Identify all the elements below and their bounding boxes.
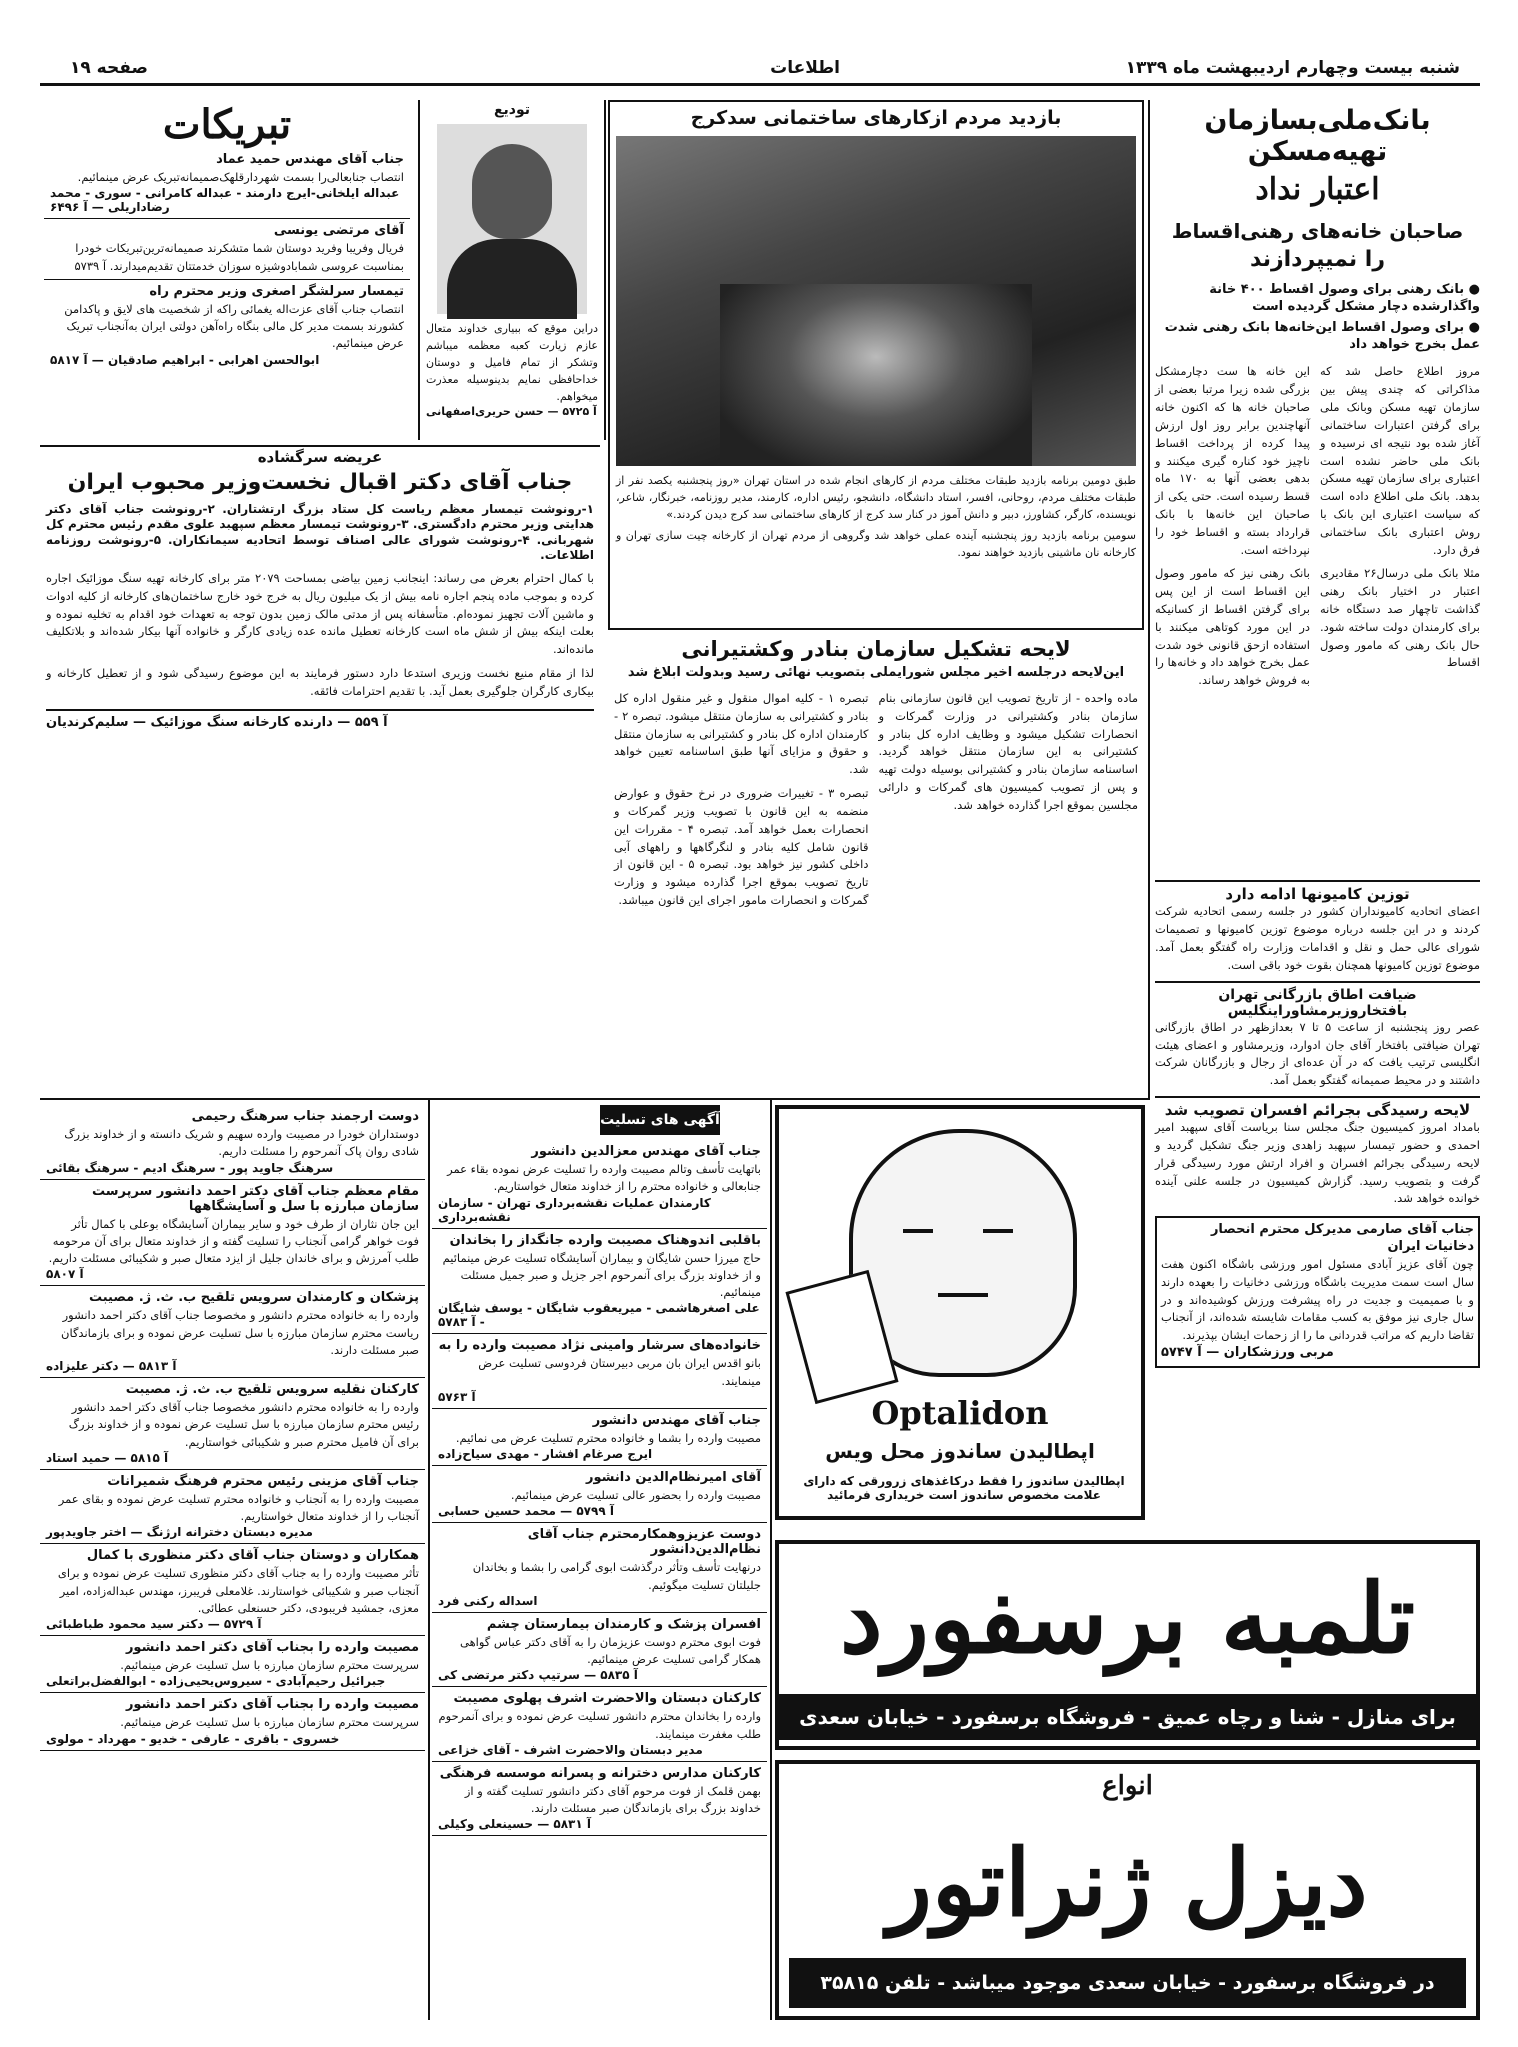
left-notices	[40, 1105, 425, 2020]
brief-body: اعضای اتحادیه کامیونداران کشور در جلسه رسمی اتحادیه شرکت کردند و در این جلسه درباره موضوع توزین کامیونها و تصمیمات شورای عالی حمل و نقل و اقدامات وزارت راه گفتگو بعمل آمد. موضوع توزین کامیونها همچنان بقوت خود باقی است.	[1155, 904, 1480, 972]
notice-title: جناب آقای مهندس معزالدین دانشور	[531, 1144, 761, 1159]
column-rule	[428, 1100, 430, 2020]
column-rule	[770, 1100, 772, 2020]
notice-title: کارکنان نقلیه سرویس تلقیح ب. ث. ژ. مصیبت	[125, 1382, 419, 1397]
bank-bullet-1: ● بانک رهنی برای وصول اقساط ۴۰۰ خانة واگذارشده دچار مشکل گردیده است	[1209, 281, 1480, 314]
condolence-notice	[432, 1523, 767, 1613]
condolence-notice	[40, 1180, 425, 1287]
optalidon-brand: Optalidon	[871, 1394, 1049, 1432]
notice-title: پزشکان و کارمندان سرویس تلقیح ب. ث. ژ. مصیبت	[88, 1290, 419, 1306]
karaj-caption-2: سومین برنامه بازدید روز پنجشنبه آینده عملی خواهد شد وگروهی از مردم تهران از کارخانه چیت سازی تهران و کارخانه نان ماشینی بازدید خواهند نمود.	[616, 528, 1136, 560]
petition-signature: آ ۵۵۹ — دارنده کارخانه سنگ موزائیک — سلیم‌کرندیان	[46, 709, 594, 732]
bank-bullet-1-text: بانک رهنی برای وصول اقساط ۴۰۰ خانة واگذارشده دچار مشکل گردیده است	[1209, 281, 1480, 314]
right-column-briefs	[1155, 880, 1480, 1520]
notice-signature: جبرائیل رحیم‌آبادی - سیروس‌یحیی‌زاده - ابوالفضل‌براتعلی	[46, 1674, 386, 1689]
ports-paragraph: تبصره ۳ - تغییرات ضروری در نرخ حقوق و عوارض منضمه به این قانون با تصویب وزیر گمرکات و انحصارات بعمل خواهد آمد. تبصره ۴ - مقررات این قانون شامل کلیه بنادر و لنگرگاهها و راههای آبی داخلی کشور نیز خواهد بود. تبصره ۵ - این قانون از تاریخ تصویب بموقع اجرا گذارده میشود و وزارت گمرکات و انحصارات مامور اجرای این قانون میباشد.	[614, 786, 869, 907]
karaj-dam-feature	[608, 100, 1144, 630]
bank-paragraph: بانک رهنی نیز که مامور وصول این اقساط است از این پس برای گرفتن اقساط از کسانیکه در این مورد کوتاهی میکنند با استفاده ازحق قانونی خود شدت عمل بخرج خواهد داد و خانه‌ها را به فروش خواهد رساند.	[1155, 566, 1310, 688]
column-rule	[418, 100, 420, 440]
notice-signature: خسروی - باقری - عارفی - خدیو - مهرداد - مولوی	[46, 1731, 340, 1746]
notice-body: انتصاب جناب آقای عزت‌اله یغمائی راکه از شخصیت های لایق و پاکدامن کشورند بسمت مدیر کل مالی بنگاه راه‌آهن دولتی ایران به‌آنجناب تبریک عرض مینمائیم.	[64, 301, 404, 351]
generator-ad-title: دیزل ژنراتور	[887, 1829, 1368, 1937]
notice-title: همکاران و دوستان جناب آقای دکتر منظوری با کمال	[86, 1548, 419, 1564]
notice-signature: آ ۵۷۹۹ — محمد حسین حسابی	[438, 1504, 614, 1519]
notice-title: دوست ارجمند جناب سرهنگ رحیمی	[191, 1109, 419, 1124]
notice-signature: ایرج صرغام افشار - مهدی سیاح‌زاده	[438, 1447, 653, 1461]
brief-tobacco	[1155, 1216, 1480, 1368]
condolence-notice	[432, 1687, 767, 1762]
notice-title: خانواده‌های سرشار وامینی نژاد مصیبت وارده را به	[438, 1338, 761, 1354]
petition-label: عریضه سرگشاده	[257, 448, 383, 466]
brief-signature: مربی ورزشکاران — آ ۵۷۴۷	[1161, 1345, 1334, 1361]
notice-title: باقلبی اندوهناک مصیبت وارده جانگداز را بخاندان	[449, 1232, 761, 1248]
pump-ad-strip: برای منازل - شنا و رچاه عمیق - فروشگاه برسفورد - خیابان سعدی	[779, 1694, 1476, 1740]
masthead-page-number: صفحه ۱۹	[70, 58, 148, 78]
bank-headline-2: اعتبار نداد	[1255, 172, 1380, 208]
notice-body: مصیبت وارده را به آنجناب و خانواده محترم تسلیت عرض نموده و بقای عمر آنجناب را از خداوند متعال خواستاریم.	[58, 1491, 419, 1523]
brief-title: توزین کامیونها ادامه دارد	[1225, 885, 1410, 903]
petition-body: با کمال احترام بعرض می رساند: اینجانب زمین بیاضی بمساحت ۲۰۷۹ متر برای کارخانه تهیه سنگ موزائیک اجاره کرده و بموجب ماده پنجم اجاره نامه بیش از یک میلیون ریال به خرج خود خارج ساختمان‌های کارخانه از کلیه ادوات و ماشین آلات تجهیز نموده‌ام. متأسفانه پس از مدتی مالک زمین بدون توجه به تعهدات خود اقدام به تخلیه نموده و بعلت اینکه بیش از شش ماه است کارخانه تعطیل مانده عده زیادی کارگر و خانواده آنها بیکار شده‌اند و بلاتکلیف مانده‌اند.	[46, 570, 594, 657]
notice-signature: علی اصغرهاشمی - میریعقوب شایگان - یوسف شایگان - آ ۵۷۸۳	[438, 1301, 760, 1330]
bank-body-columns	[1155, 363, 1480, 690]
notice-body: فوت ابوی محترم دوست عزیزمان را به آقای دکتر عباس گواهی همکار گرامی تسلیت عرض مینمائیم.	[460, 1634, 761, 1666]
farewell-signature: آ ۵۷۲۵ — حسن حریری‌اصفهانی	[426, 405, 597, 419]
condolence-notice	[40, 1105, 425, 1180]
notice-signature: مدیره دبستان دخترانه ارژنگ — اختر جاویدپور	[46, 1525, 313, 1540]
brief-body: عصر روز پنجشنبه از ساعت ۵ تا ۷ بعدازظهر در اطاق بازرگانی تهران ضیافتی بافتخار آقای جان ادوارد، وزیرمشاور و اعضای هیئت انگلیسی ترتیب یافت که در آن عده‌ای از رجال و بازرگانان شرکت داشتند و در محیط صمیمانه گفتگو بعمل آمد.	[1155, 1019, 1481, 1088]
brief-title: ضیافت اطاق بازرگانی تهران بافتخاروزیرمشاوراینگلیس	[1218, 986, 1417, 1019]
pump-ad-title: تلمبه برسفورد	[839, 1562, 1416, 1675]
generator-ad-strip: در فروشگاه برسفورد - خیابان سعدی موجود میباشد - تلفن ۳۵۸۱۵	[789, 1958, 1466, 2008]
notice-signature: آ ۵۸۱۵ — حمید استاد	[46, 1450, 169, 1465]
condolence-notice	[432, 1334, 767, 1409]
ports-body-left	[614, 690, 869, 910]
congrats-headline: تبریکات	[162, 101, 292, 148]
notice-title: جناب آقای مهندس حمید عماد	[216, 152, 404, 167]
condolence-header: آگهی های تسلیت	[600, 1105, 720, 1135]
notice-title: دوست عزیزوهمکارمحترم جناب آقای نظام‌الدین‌دانشور	[527, 1527, 761, 1558]
notice-signature: آ ۵۷۲۹ — دکتر سید محمود طباطبائی	[46, 1617, 262, 1631]
notice-signature: آ ۵۸۰۷	[46, 1267, 84, 1282]
brief-title: لایحه رسیدگی بجرائم افسران تصویب شد	[1164, 1100, 1471, 1119]
notice-body: وارده را به خانواده محترم دانشور و مخصوصا جناب آقای دکتر احمد دانشور ریاست محترم سازمان مبارزه با سل تسلیت عرض نموده و برای بازماندگان صبر مسئلت دارند.	[61, 1308, 419, 1357]
notice-body: مصیبت وارده را بحضور عالی تسلیت عرض مینمائیم.	[510, 1488, 761, 1502]
notice-title: افسران پزشک و کارمندان بیمارستان چشم	[486, 1616, 761, 1632]
masthead	[40, 52, 1480, 86]
notice-signature: ابوالحسن اهرابی - ابراهیم صادقیان — آ ۵۸۱۷	[50, 352, 320, 367]
condolence-notice	[432, 1409, 767, 1466]
notice-title: آقای امیرنظام‌الدین دانشور	[586, 1470, 761, 1485]
notice-title: مقام معظم جناب آقای دکتر احمد دانشور سرپرست سازمان مبارزه با سل و آسایشگاهها	[91, 1183, 419, 1214]
notice-signature: مدیر دبستان والاحضرت اشرف - آقای خزاعی	[438, 1742, 703, 1757]
notice-body: بهمن قلمک از فوت مرحوم آقای دکتر دانشور تسلیت گفته و از خداوند بزرگ برای بازماندگان صبر مسئلت دارند.	[464, 1783, 761, 1815]
ports-paragraph: تبصره ۱ - کلیه اموال منقول و غیر منقول اداره کل بنادر و کشتیرانی به سازمان منتقل میشود. تبصره ۲ - کارمندان اداره کل بنادر و کشتیرانی به سازمان منتقل و حقوق و مزایای آنها طبق اساسنامه تعیین خواهد شد.	[614, 691, 869, 777]
notice-body: تأثر مصیبت وارده را به جناب آقای دکتر منظوری تسلیت عرض نموده و برای آنجناب صبر و شکیبائی خواستارند. غلامعلی فریبرز، مهندس عبداله‌زاده، امیر معزی، جمشید فریبودی، دکتر حسنعلی عطائی.	[57, 1566, 419, 1615]
petition-body: لذا از مقام منیع نخست وزیری استدعا دارد دستور فرمایند به این موضوع رسیدگی شود و از تعطیل کارخانه و بیکاری کارگران جلوگیری بعمل آید. با تقدیم احترامات فائقه.	[46, 665, 594, 698]
brief-title: جناب آقای صارمی مدیرکل محترم انحصار دخانیات ایران	[1210, 1222, 1474, 1255]
brief-officers	[1155, 1096, 1480, 1208]
karaj-caption-1: طبق دومین برنامه بازدید طبقات مختلف مردم از کارهای انجام شده در استان تهران «روز پنجشنبه یکصد نفر از طبقات مختلف مردم، روحانی، افسر، استاد دانشگاه، دانشجو، رئیس اداره، کارمند، مدیر روزنامه، خبرنگار، شاعر، نویسنده، کارگر، کشاورز، دبیر و دانش آموز در کنار سد کرج از کارهای ساختمانی سد کرج دیدن کردند.»	[616, 473, 1136, 521]
bank-paragraph: مروز اطلاع حاصل شد که مذاکراتی که چندی پیش بین سازمان تهیه مسکن وبانک ملی برای گرفتن اعتبارات ساختمانی آغاز شده بود نتیجه ای نرسیده و بانک ملی حاضر نشده است اعتباری برای سازمان تهیه مسکن بدهد. بانک ملی اطلاع داده است که سیاست اعتباری این بانک با روش اعتباری بانک ساختمانی فرق دارد.	[1320, 364, 1480, 557]
bank-headline-3: صاحبان خانه‌های رهنی‌اقساط	[1171, 218, 1464, 243]
farewell-label: تودیع	[493, 102, 531, 118]
pump-ad	[775, 1540, 1480, 1750]
notice-signature: آ ۵۸۳۱ — حسینعلی وکیلی	[438, 1817, 591, 1832]
petition-headline: جناب آقای دکتر اقبال نخست‌وزیر محبوب ایران	[67, 470, 573, 496]
bank-body-col-right	[1320, 363, 1480, 690]
bank-bullet-2-text: برای وصول اقساط این‌خانه‌ها بانک رهنی شدت عمل بخرج خواهد داد	[1164, 319, 1480, 352]
notice-signature: آ ۵۸۱۳ — دکتر علیزاده	[46, 1359, 177, 1373]
notice-body: سرپرست محترم سازمان مبارزه با سل تسلیت عرض مینمائیم.	[120, 1715, 419, 1730]
masthead-paper-name: اطلاعات	[770, 58, 840, 78]
ports-body: ماده واحده - از تاریخ تصویب این قانون سازمانی بنام سازمان بنادر وکشتیرانی در وزارت گمرکات و انحصارات تشکیل میشود و وظایف اداره کل بنادر و کشتیرانی به این سازمان منتقل خواهد گردید. اساسنامه سازمان بنادر و کشتیرانی بوسیله دولت تهیه و پس از تصویب کمیسیون های گمرکات و دارائی مجلسین بموقع اجرا گذارده خواهد شد.	[878, 691, 1138, 812]
petition-copies: ۱-رونوشت تیمسار معظم ریاست کل ستاد بزرگ ارتشتاران. ۲-رونوشت جناب آقای دکتر هدایتی وزیر محترم دادگستری. ۳-رونوشت تیمسار معظم سپهبد علوی مقدم رئیس محترم کل شهربانی. ۴-رونوشت شورای عالی اصناف توسط اتحادیه سیمانکاران. ۵-رونوشت روزنامه اطلاعات.	[46, 501, 594, 563]
bank-body-col-left	[1155, 363, 1310, 690]
notice-title: تیمسار سرلشگر اصغری وزیر محترم راه	[149, 283, 404, 299]
ports-subheadline: این‌لایحه درجلسه اخیر مجلس شورایملی بتصویب نهائی رسید وبدولت ابلاغ شد	[627, 665, 1125, 681]
ports-bill-article	[608, 635, 1144, 1095]
generator-ad	[775, 1760, 1480, 2020]
notice-signature: آ ۵۷۶۳	[438, 1389, 476, 1404]
ports-headline: لایحه تشکیل سازمان بنادر وکشتیرانی	[681, 637, 1071, 661]
notice-signature: عبداله ایلخانی-ایرج دارمند - عبداله کامرانی - سوری - محمد رضاداریلی — آ ۶۴۹۶	[50, 186, 400, 215]
notice-body: باتهایت تأسف وتالم مصیبت وارده را تسلیت عرض نموده بقاء عمر جنابعالی و خانواده محترم را از خداوند متعال خواستاریم.	[447, 1162, 761, 1194]
congrats-notice	[44, 148, 410, 219]
bank-paragraph: مثلا بانک ملی درسال۲۶ مقادیری اعتبار در اختیار بانک رهنی گذاشت تاچهار صد دستگاه خانه برای کارمندان دولت ساخته شود. حال بانک رهنی که مامور وصول اقساط	[1320, 566, 1480, 670]
bank-paragraph: این خانه ها ست دچارمشکل بزرگی شده زیرا مرتبا بعضی از صاحبان خانه ها که اکنون خانه آنهاچندین برابر روز اول ارزش پیدا کرده از پرداخت اقساط ناچیز خود کناره گیری میکنند و بدهی بعضی آنها به ۱۷۰ ماه قسط رسیده است. حتی یکی از صاحبان این خانه‌ها با بانک قرارداد بسته و اقساط خود را نپرداخته است.	[1155, 364, 1310, 557]
column-rule	[604, 100, 606, 440]
masthead-date: شنبه بیست وچهارم اردیبهشت ماه ۱۳۳۹	[1125, 58, 1460, 78]
notice-title: جناب آقای مهندس دانشور	[592, 1412, 761, 1428]
condolence-notice	[40, 1286, 425, 1378]
congrats-notice	[44, 280, 410, 371]
notice-body: این جان نثاران از طرف خود و سایر بیماران آسایشگاه بوعلی با کمال تأثر فوت خواهر گرامی آنجناب را تسلیت گفته و از خداوند متعال برای آن مرحومه طلب آمرزش و برای خاندان جلیل از ایزد متعال صبر و شکیبائی مسئلت داریم.	[48, 1216, 419, 1265]
notice-body: وارده را بخاندان محترم دانشور تسلیت عرض نموده و برای آنمرحوم طلب مغفرت مینمایند.	[438, 1709, 761, 1741]
notice-title: جناب آقای مزینی رئیس محترم فرهنگ شمیرانات	[107, 1473, 419, 1489]
condolence-notice	[432, 1229, 767, 1335]
notice-body: فریال وفریبا وفرید دوستان شما متشکرند صمیمانه‌ترین‌تبریکات خودرا بمناسبت عروسی شمابادوشیزه سوزان خدمتتان تقدیم‌میدارند. آ ۵۷۳۹	[74, 241, 404, 273]
notice-signature: سرهنگ جاوید پور - سرهنگ ادیم - سرهنگ بقائی	[46, 1160, 334, 1175]
congratulations-section	[40, 100, 414, 440]
notice-signature: اسداله رکنی فرد	[438, 1593, 538, 1608]
condolence-notice	[432, 1613, 767, 1688]
portrait-photo	[437, 124, 587, 314]
congrats-notice	[44, 219, 410, 280]
condolence-notice	[432, 1466, 767, 1523]
condolence-notice	[40, 1378, 425, 1470]
brief-trucks	[1155, 880, 1480, 975]
farewell-notice	[422, 100, 602, 440]
notice-title: مصیبت وارده را بجناب آقای دکتر احمد دانشور	[125, 1640, 419, 1655]
bank-bullet-2: ● برای وصول اقساط این‌خانه‌ها بانک رهنی شدت عمل بخرج خواهد داد	[1164, 319, 1480, 352]
petition-article	[40, 445, 600, 1095]
notice-body: سرپرست محترم سازمان مبارزه با سل تسلیت عرض مینمائیم.	[120, 1658, 419, 1672]
brief-body: چون آقای عزیز آبادی مسئول امور ورزشی باشگاه اکنون هفت سال است سمت مدیریت باشگاه ورزشی دخانیات را بعهده دارند و با صمیمیت و جدیت در راه پیشرفت ورزش کوشیده‌اند و در سال جاری نیز موفق به کسب مقامات شایسته شده‌اند، از آنجناب تقاضا داریم که مراتب قدردانی ما را از زحمات ایشان بپذیرند.	[1161, 1257, 1474, 1343]
optalidon-ad	[775, 1105, 1145, 1520]
condolence-notice	[40, 1544, 425, 1636]
optalidon-tagline: اپطالیدن ساندوز محل ویس	[825, 1439, 1095, 1463]
optalidon-note: اپطالیدن ساندوز را فقط درکاغذهای زرورقی که دارای علامت مخصوص ساندوز است خریداری فرمائید	[803, 1474, 1125, 1502]
notice-title: مصیبت وارده را بجناب آقای دکتر احمد دانشور	[125, 1697, 419, 1713]
notice-body: انتصاب جنابعالی‌را بسمت شهردارقلهک‌صمیمانه‌تبریک عرض مینمائیم.	[77, 170, 404, 184]
bank-headline-1: بانک‌ملی‌بسازمان تهیه‌مسکن	[1204, 105, 1431, 168]
brief-chamber	[1155, 981, 1480, 1090]
karaj-dam-photo	[616, 136, 1136, 466]
condolence-notice	[40, 1693, 425, 1750]
notice-body: حاج میرزا حسن شایگان و بیماران آسایشگاه تسلیت عرض مینمائیم و از خداوند بزرگ برای آنمرحوم اجر جزیل و صبر جمیل مسئلت مینمائیم.	[442, 1250, 761, 1299]
notice-body: وارده را به خانواده محترم دانشور مخصوصا جناب آقای دکتر احمد دانشور رئیس محترم سازمان مبارزه با سل تسلیت عرض نموده و از خداوند بزرگ برای آن فامیل محترم صبر و شکیبائی خواستاریم.	[68, 1400, 419, 1449]
farewell-body: دراین موقع که ببیاری خداوند متعال عازم زیارت کعبه معظمه میباشم وتشکر از تمام فامیل و دوستان خداحافظی نمایم بدینوسیله معذرت میخواهم.	[426, 322, 598, 404]
notice-title: آقای مرتضی یونسی	[273, 223, 404, 239]
notice-signature: کارمندان عملیات نقشه‌برداری تهران - سازمان نقشه‌برداری	[438, 1195, 711, 1224]
ports-body-columns	[614, 690, 1138, 910]
notice-title: کارکنان مدارس دخترانه و پسرانه موسسه فرهنگی	[439, 1765, 761, 1781]
section-rule	[40, 1098, 1150, 1100]
middle-notices	[432, 1140, 767, 2020]
column-rule	[1148, 100, 1150, 1100]
notice-body: مصیبت وارده را بشما و خانواده محترم تسلیت عرض می نمائیم.	[455, 1430, 761, 1445]
condolence-notice	[432, 1762, 767, 1837]
condolence-notice	[432, 1140, 767, 1229]
notice-body: دوستداران خودرا در مصیبت وارده سهیم و شریک دانسته و از خداوند بزرگ شادی روان پاک آنمرحوم را مسئلت داریم.	[64, 1127, 419, 1159]
notice-title: کارکنان دبستان والاحضرت اشرف پهلوی مصیبت	[453, 1691, 761, 1707]
condolence-notice	[40, 1470, 425, 1545]
karaj-headline: بازدید مردم ازکارهای ساختمانی سدکرج	[690, 107, 1062, 129]
generator-ad-top: انواع	[1102, 1771, 1153, 1801]
brief-body: بامداد امروز کمیسیون جنگ مجلس سنا بریاست آقای سپهبد امیر احمدی و حضور تیمسار سپهبد زاهدی وزیر جنگ تشکیل گردید و لایحه رسیدگی بجرائم افسران و افراد ارتش مورد رسیدگی قرار گرفت و بتصویب رسید. گزارش کمیسیون در جلسه علنی آینده خوانده خواهد شد.	[1155, 1120, 1480, 1206]
notice-body: بانو اقدس ایران بان مربی دبیرستان فردوسی تسلیت عرض مینمایند.	[478, 1356, 761, 1388]
notice-signature: آ ۵۸۳۵ — سرتیپ دکتر مرتضی کی	[438, 1668, 638, 1683]
notice-body: درنهایت تأسف وتأثر درگذشت ابوی گرامی را بشما و بخاندان جلیلتان تسلیت میگوئیم.	[472, 1560, 761, 1592]
bank-headline-4: را نمیپردازند	[1250, 246, 1385, 272]
condolence-notice	[40, 1636, 425, 1693]
